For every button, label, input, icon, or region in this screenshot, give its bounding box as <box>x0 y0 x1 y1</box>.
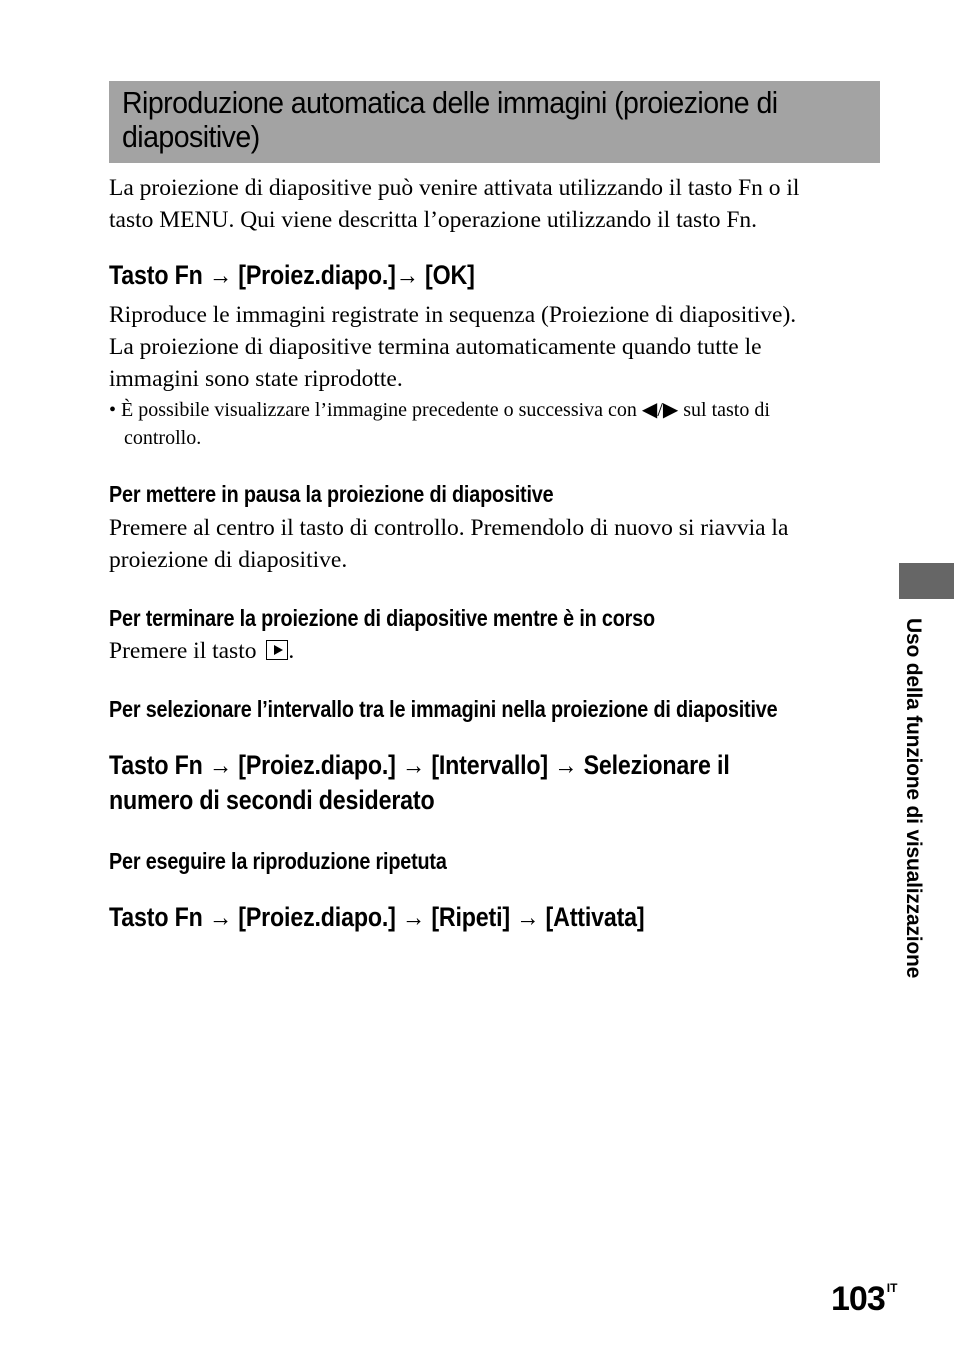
repeat-part3: [Ripeti] <box>431 902 510 932</box>
interval-part3: [Intervallo] <box>431 750 548 780</box>
section-title-line1: Riproduzione automatica delle immagini (proiezione di <box>122 85 778 120</box>
bullet: • <box>109 399 117 421</box>
interval-part4: Selezionare il <box>583 750 730 780</box>
step1-part2: [Proiez.diapo.] <box>238 260 396 290</box>
note-item <box>109 396 770 452</box>
arrow-right-icon: → <box>208 260 233 290</box>
intro-paragraph <box>109 172 799 236</box>
pause-line1: Premere al centro il tasto di controllo. Premendolo di nuovo si riavvia la <box>109 515 789 541</box>
pause-heading: Per mettere in pausa la proiezione di diapositive <box>109 481 554 507</box>
section-title-line2: diapositive) <box>122 119 260 154</box>
arrow-right-icon: → <box>208 902 233 932</box>
interval-line1 <box>109 748 730 783</box>
repeat-part1: Tasto Fn <box>109 902 203 932</box>
intro-line2: tasto MENU. Qui viene descritta l’operazione utilizzando il tasto Fn. <box>109 207 758 233</box>
note-text-line1: È possibile visualizzare l’immagine precedente o successiva con ◀/▶ sul tasto di <box>121 399 770 421</box>
step-interval <box>109 748 730 818</box>
section-title-box <box>109 81 880 163</box>
arrow-right-icon: → <box>208 750 233 780</box>
stop-period: . <box>288 638 295 664</box>
arrow-right-icon: → <box>516 902 540 932</box>
page-language-suffix: IT <box>886 1281 898 1295</box>
step1-description <box>109 299 796 395</box>
interval-part2: [Proiez.diapo.] <box>238 750 396 780</box>
arrow-right-icon: → <box>401 902 426 932</box>
stop-heading: Per terminare la proiezione di diapositive mentre è in corso <box>109 605 655 631</box>
interval-part1: Tasto Fn <box>109 750 203 780</box>
interval-heading: Per selezionare l’intervallo tra le immagini nella proiezione di diapositive <box>109 696 778 722</box>
repeat-part4: [Attivata] <box>545 902 645 932</box>
note-line1 <box>109 396 770 424</box>
desc1-line3: immagini sono state riprodotte. <box>109 366 403 392</box>
page-number-value: 103 <box>831 1280 885 1318</box>
pause-paragraph <box>109 512 788 576</box>
playback-button-icon <box>266 640 288 660</box>
repeat-heading: Per eseguire la riproduzione ripetuta <box>109 848 447 874</box>
pause-line2: proiezione di diapositive. <box>109 547 348 573</box>
step1-part1: Tasto Fn <box>109 260 203 290</box>
repeat-part2: [Proiez.diapo.] <box>238 902 396 932</box>
page-number <box>831 1268 897 1319</box>
arrow-right-icon: → <box>554 750 578 780</box>
stop-text: Premere il tasto <box>109 638 257 664</box>
intro-line1: La proiezione di diapositive può venire attivata utilizzando il tasto Fn o il <box>109 175 800 201</box>
desc1-line2: La proiezione di diapositive termina automaticamente quando tutte le <box>109 334 762 360</box>
arrow-right-icon: → <box>395 260 419 290</box>
step-repeat <box>109 900 644 935</box>
stop-paragraph <box>109 635 294 667</box>
arrow-right-icon: → <box>401 750 426 780</box>
step1-part3: [OK] <box>425 260 475 290</box>
desc1-line1: Riproduce le immagini registrate in sequenza (Proiezione di diapositive). <box>109 302 797 328</box>
step-slideshow-ok <box>109 258 475 293</box>
interval-line2: numero di secondi desiderato <box>109 785 435 815</box>
note-line2: controllo. <box>124 427 202 449</box>
chapter-side-label: Uso della funzione di visualizzazione <box>902 618 925 979</box>
chapter-tab-marker <box>899 563 954 599</box>
